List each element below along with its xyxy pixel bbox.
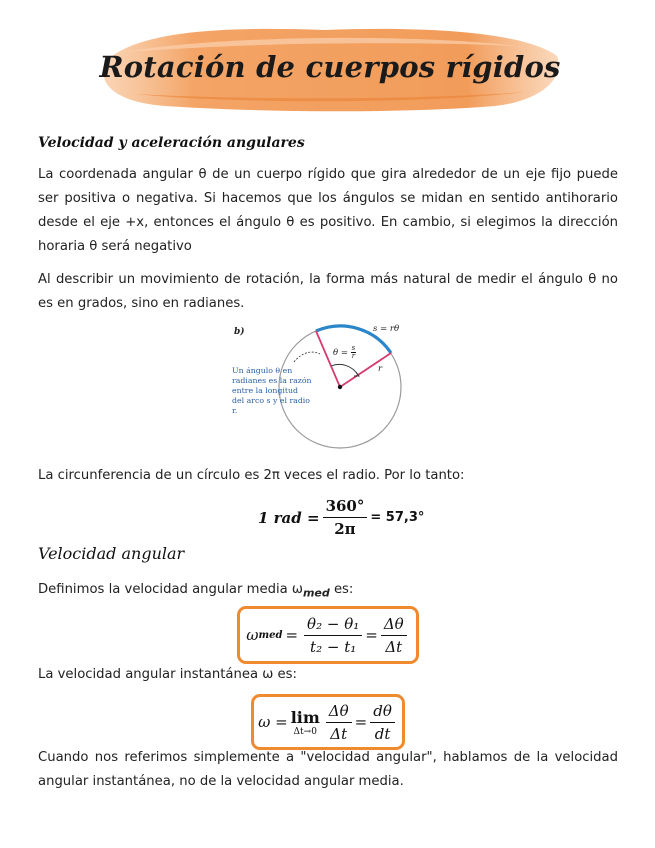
mean-sub: med: [302, 586, 330, 600]
theta-den: r: [351, 352, 356, 360]
page-title: Rotación de cuerpos rígidos: [99, 50, 561, 84]
rad-num: 360°: [323, 497, 368, 518]
rad-eq-right: = 57,3°: [370, 510, 425, 525]
mean-lhs: ω: [246, 626, 259, 644]
mean-suffix: es:: [333, 582, 354, 597]
paragraph-angular-coordinate: La coordenada angular θ de un cuerpo rígido que gira alrededor de un eje fijo puede ser positiva o negativa. Si hacemos que los ángulos se midan en sentido antihorario desde el eje +x, entonces el ángulo θ es positivo. En cambio, si elegimos la dirección horaria θ será negativo: [38, 167, 618, 254]
lim-word: lim: [290, 707, 320, 727]
section-heading-velocity: Velocidad angular: [38, 544, 185, 563]
mean-fraction-2: [381, 615, 407, 656]
inst-num1: Δθ: [326, 702, 352, 723]
figure-caption: Un ángulo θ en radianes es la razón entre la longitud del arco s y el radio r.: [232, 366, 312, 415]
mean-eq2: =: [365, 626, 378, 644]
rad-den: 2π: [334, 520, 356, 538]
section-heading-angular: Velocidad y aceleración angulares: [38, 135, 305, 151]
theta-num: s: [351, 344, 356, 352]
inst-den1: Δt: [330, 724, 348, 743]
inst-eq2: =: [354, 713, 368, 731]
mean-num2: Δθ: [381, 615, 407, 636]
center-point: [338, 385, 342, 389]
instant-velocity-equation: [258, 702, 398, 743]
inst-fraction-1: [326, 702, 352, 743]
paragraph-radians: Al describir un movimiento de rotación, la forma más natural de medir el ángulo θ no es en grados, sino en radianes.: [38, 272, 618, 311]
mean-den1: t₂ − t₁: [310, 637, 357, 656]
mean-velocity-text: [38, 582, 353, 600]
mean-den2: Δt: [385, 637, 403, 656]
title-banner: [95, 22, 565, 114]
theta-fraction: [351, 345, 357, 360]
figure-label: b): [234, 327, 245, 337]
inst-den2: dt: [374, 724, 391, 743]
circumference-text: La circunferencia de un círculo es 2π veces el radio. Por lo tanto:: [38, 468, 465, 483]
mean-velocity-equation: [246, 615, 409, 656]
instant-velocity-box: [251, 694, 405, 750]
mean-velocity-box: [237, 606, 419, 664]
radius-label: r: [378, 364, 383, 374]
rad-fraction: [323, 497, 368, 538]
caption-pointer: [294, 352, 320, 362]
limit-operator: [291, 708, 320, 737]
theta-formula: [333, 345, 356, 360]
inst-num2: dθ: [370, 702, 395, 723]
mean-fraction-1: [304, 615, 362, 656]
instant-velocity-text: La velocidad angular instantánea ω es:: [38, 667, 297, 682]
rad-eq-left: 1 rad =: [258, 508, 320, 527]
mean-num1: θ₂ − θ₁: [304, 615, 362, 636]
inst-fraction-2: [370, 702, 395, 743]
inst-lhs: ω =: [258, 713, 288, 731]
closing-paragraph: Cuando nos referimos simplemente a "velocidad angular", hablamos de la velocidad angular instantánea, no de la velocidad angular media.: [38, 750, 618, 789]
theta-prefix: θ =: [333, 348, 348, 358]
rad-equation: [258, 497, 424, 538]
mean-eq1: =: [285, 626, 299, 644]
arc-label: s = rθ: [373, 324, 400, 334]
mean-lhs-sub: med: [258, 629, 283, 641]
lim-sub: Δt→0: [293, 726, 317, 737]
mean-text: Definimos la velocidad angular media ω: [38, 582, 303, 597]
